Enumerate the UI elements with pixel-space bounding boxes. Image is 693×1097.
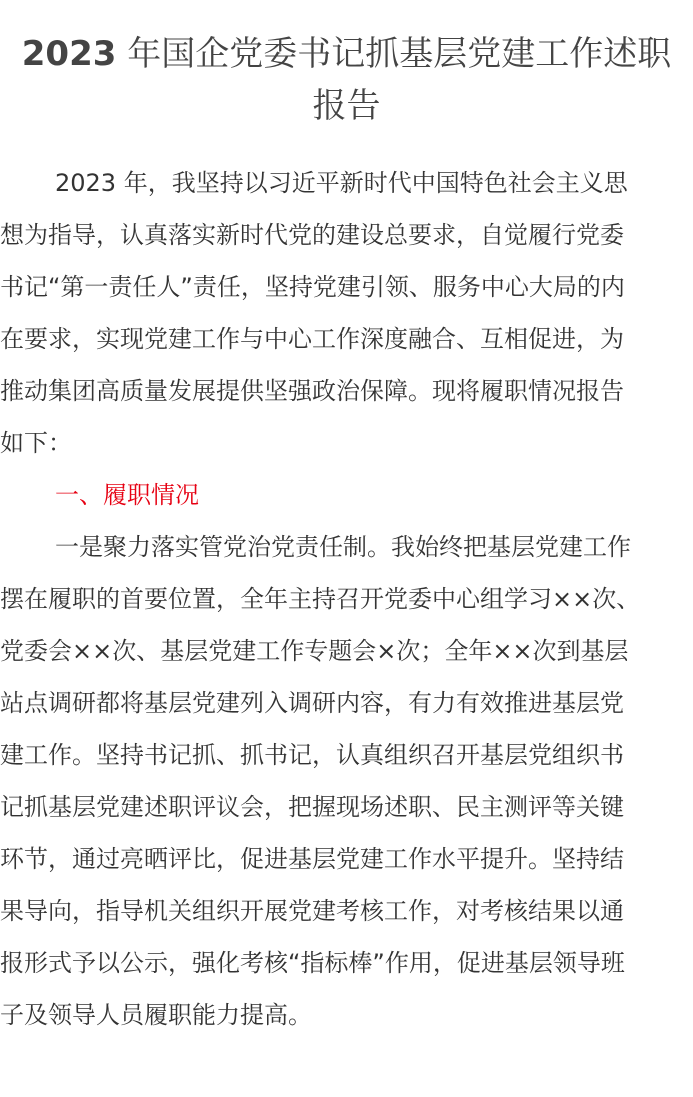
body-paragraph-line: 建工作。坚持书记抓、抓书记，认真组织召开基层党组织书 [0, 741, 624, 769]
intro-paragraph-line: 书记“第一责任人”责任，坚持党建引领、服务中心大局的内 [0, 273, 625, 301]
body-paragraph-line: 报形式予以公示，强化考核“指标棒”作用，促进基层领导班 [0, 949, 625, 977]
body-paragraph-line: 摆在履职的首要位置，全年主持召开党委中心组学习××次、 [0, 585, 641, 613]
body-paragraph-line: 子及领导人员履职能力提高。 [0, 1001, 312, 1029]
body-paragraph-line: 果导向，指导机关组织开展党建考核工作，对考核结果以通 [0, 897, 624, 925]
body-paragraph-line: 一是聚力落实管党治党责任制。我始终把基层党建工作 [55, 533, 631, 561]
body-paragraph-line: 记抓基层党建述职评议会，把握现场述职、民主测评等关键 [0, 793, 624, 821]
intro-paragraph-line: 推动集团高质量发展提供坚强政治保障。现将履职情况报告 [0, 377, 624, 405]
title-line1-text: 年国企党委书记抓基层党建工作述职 [116, 34, 672, 74]
body-paragraph-line: 党委会××次、基层党建工作专题会×次；全年××次到基层 [0, 637, 629, 665]
intro-paragraph-line: 如下： [0, 429, 72, 457]
document-title [0, 28, 693, 132]
intro-paragraph-line: 想为指导，认真落实新时代党的建设总要求，自觉履行党委 [0, 221, 624, 249]
section-heading: 一、履职情况 [55, 481, 199, 509]
body-paragraph-line: 环节，通过亮晒评比，促进基层党建工作水平提升。坚持结 [0, 845, 624, 873]
intro-paragraph-line: 在要求，实现党建工作与中心工作深度融合、互相促进，为 [0, 325, 624, 353]
title-line2-text: 报告 [312, 86, 381, 126]
intro-paragraph-line: 2023 年，我坚持以习近平新时代中国特色社会主义思 [55, 169, 628, 197]
title-year: 2023 [21, 34, 117, 74]
body-paragraph-line: 站点调研都将基层党建列入调研内容，有力有效推进基层党 [0, 689, 624, 717]
